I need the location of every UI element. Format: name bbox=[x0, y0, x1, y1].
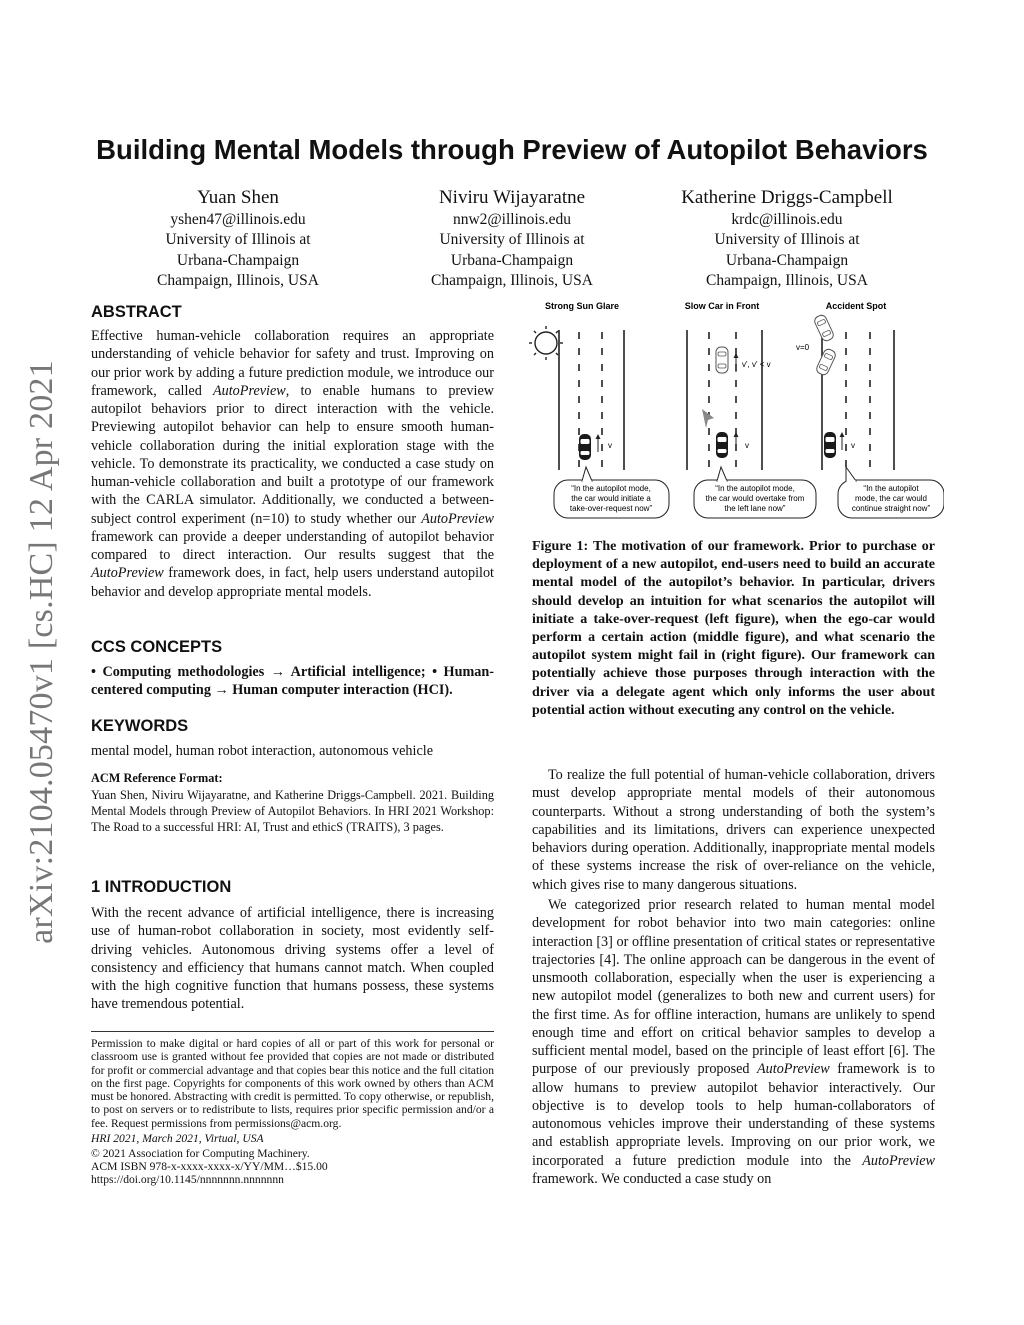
abstract-part: framework does, in fact, help users understand autopilot behavior and develop appropriate mental models. bbox=[91, 565, 494, 600]
right-paragraph-1: To realize the full potential of human-vehicle collaboration, drivers must develop appropriate mental models of their autonomous counterparts. Without a strong understanding of both the system’s capabilities and its limitations, drivers can experience unexpected behaviors during operation. Additionally, inappropriate mental models of these systems increase the risk of over-reliance on the vehicle, which gives rise to many dangerous situations. bbox=[532, 767, 935, 893]
author-email: nnw2@illinois.edu bbox=[452, 211, 572, 228]
keywords-heading: KEYWORDS bbox=[91, 717, 189, 735]
panel-title-accident: Accident Spot bbox=[825, 301, 887, 311]
author-block-1 bbox=[88, 186, 388, 291]
slow-car-icon bbox=[716, 347, 728, 373]
abstract-part: framework can provide a deeper understanding of autopilot behavior compared to direct interaction. Our results suggest that the bbox=[91, 528, 494, 563]
panel-title-slow-car: Slow Car in Front bbox=[684, 301, 760, 311]
doi-link[interactable]: https://doi.org/10.1145/nnnnnnn.nnnnnnn bbox=[91, 1173, 284, 1186]
intro-text: With the recent advance of artificial intelligence, there is increasing use of human-robot collaboration in society, most evidently self-driving vehicles. Autonomous driving systems offer a level of consistency and efficiency that humans cannot match. When coupled with the high cognitive function that humans possess, these systems have tremendous potential. bbox=[91, 905, 494, 1013]
bubble-line: “In the autopilot mode, bbox=[571, 484, 651, 493]
figure-caption: Figure 1: The motivation of our framework. Prior to purchase or deployment of a new autopilot, end-users need to build an accurate mental model of the autopilot’s behavior. In particular, drivers should develop an intuition for what scenarios the autopilot will initiate a take-over-request (left figure), when the ego-car would perform a certain action (middle figure), and what scenario the autopilot system might fail in (right figure). Our framework can potentially achieve those purposes through interaction with the driver via a delegate agent which only informs the user about potential action without executing any control on the vehicle. bbox=[532, 539, 935, 718]
velocity-label: v bbox=[745, 441, 749, 450]
author-affiliation: Urbana-Champaign bbox=[725, 251, 849, 269]
figure-1 bbox=[524, 292, 944, 524]
bubble-line: the car would initiate a bbox=[571, 494, 651, 503]
framework-name: AutoPreview bbox=[421, 510, 494, 527]
author-email: krdc@illinois.edu bbox=[731, 211, 843, 228]
abstract-heading: ABSTRACT bbox=[91, 303, 182, 321]
framework-name: AutoPreview bbox=[91, 565, 164, 582]
paper-title: Building Mental Models through Preview of Autopilot Behaviors bbox=[96, 134, 928, 165]
road-panel-1 bbox=[559, 330, 624, 470]
author-affiliation: University of Illinois at bbox=[165, 231, 311, 249]
author-name: Katherine Driggs-Campbell bbox=[681, 187, 893, 208]
arrow-head-icon bbox=[840, 432, 845, 437]
author-affiliation: Champaign, Illinois, USA bbox=[431, 271, 593, 289]
author-affiliation: Champaign, Illinois, USA bbox=[706, 271, 868, 289]
keywords-text: mental model, human robot interaction, autonomous vehicle bbox=[91, 743, 433, 759]
ccs-heading: CCS CONCEPTS bbox=[91, 638, 223, 656]
author-name: Yuan Shen bbox=[197, 187, 279, 208]
arrow-head-icon bbox=[734, 353, 739, 358]
abstract-text bbox=[91, 327, 494, 601]
stopped-velocity-label: v=0 bbox=[796, 343, 810, 352]
arxiv-id: arXiv:2104.05470v1 [cs.HC] 12 Apr 2021 bbox=[23, 360, 60, 944]
speech-bubble-1 bbox=[554, 467, 669, 518]
speech-bubble-2 bbox=[694, 467, 816, 518]
author-affiliation: Champaign, Illinois, USA bbox=[157, 271, 319, 289]
framework-name: AutoPreview bbox=[757, 1061, 830, 1078]
author-affiliation: Urbana-Champaign bbox=[176, 251, 300, 269]
paragraph-part: framework. We conducted a case study on bbox=[532, 1170, 772, 1187]
isbn-text: ACM ISBN 978-x-xxxx-xxxx-x/YY/MM…$15.00 bbox=[91, 1160, 328, 1173]
bubble-line: “In the autopilot bbox=[863, 484, 919, 493]
author-email: yshen47@illinois.edu bbox=[170, 211, 306, 228]
panel-title-sun-glare: Strong Sun Glare bbox=[544, 301, 620, 311]
paragraph-part: framework is to allow humans to preview autopilot behavior interactively. Our objective is to develop tools to help human-collaborators of autonomous vehicles improve their understanding of these systems and establish appropriate levels. Improving on our prior work, we incorporated a future prediction module into the bbox=[532, 1061, 935, 1169]
ego-car-icon bbox=[579, 434, 591, 460]
permission-text: Permission to make digital or hard copies of all or part of this work for personal or classroom use is granted without fee provided that copies are not made or distributed for profit or commercial advantage and that copies bear this notice and the full citation on the first page. Copyrights for components of this work owned by others than ACM must be honored. Abstracting with credit is permitted. To copy otherwise, or republish, to post on servers or to redistribute to lists, requires prior specific permission and/or a fee. Request permissions from permissions@acm.org. bbox=[91, 1037, 494, 1130]
ego-car-icon bbox=[716, 432, 728, 458]
author-block-3 bbox=[637, 186, 937, 291]
abstract-part: Effective human-vehicle collaboration requires an appropriate understanding of vehicle behavior for safety and trust. Improving on our prior work by adding a future prediction module, we introduce our framework, called bbox=[91, 328, 494, 399]
acm-ref-text: Yuan Shen, Niviru Wijayaratne, and Katherine Driggs-Campbell. 2021. Building Mental Models through Preview of Autopilot Behaviors. In HRI 2021 Workshop: The Road to a successful HRI: AI, Trust and ethicS (TRAITS), 3 pages. bbox=[91, 788, 494, 834]
bubble-line: mode, the car would bbox=[854, 494, 928, 503]
ego-car-icon bbox=[824, 432, 836, 458]
bubble-line: the car would overtake from bbox=[705, 494, 805, 503]
arxiv-stamp bbox=[2, 352, 82, 952]
framework-name: AutoPreview bbox=[862, 1152, 935, 1169]
right-paragraph-2 bbox=[532, 896, 935, 1188]
author-affiliation: University of Illinois at bbox=[439, 231, 585, 249]
framework-name: AutoPreview bbox=[212, 382, 286, 399]
arrow-head-icon bbox=[734, 432, 739, 437]
ccs-text: • Computing methodologies → Artificial intelligence; • Human-centered computing → Human computer interaction (HCI). bbox=[91, 664, 494, 699]
slow-velocity-label: v', v' < v bbox=[742, 360, 771, 369]
speech-bubble-3 bbox=[838, 467, 944, 518]
cursor-arrow-icon bbox=[702, 409, 714, 428]
footnote-divider bbox=[91, 1031, 494, 1032]
author-affiliation: University of Illinois at bbox=[714, 231, 860, 249]
bubble-line: the left lane now” bbox=[724, 504, 786, 513]
bubble-line: continue straight now” bbox=[851, 504, 931, 513]
sun-icon bbox=[529, 326, 563, 360]
venue-text: HRI 2021, March 2021, Virtual, USA bbox=[91, 1132, 264, 1145]
author-name: Niviru Wijayaratne bbox=[438, 187, 586, 208]
velocity-label: v bbox=[851, 441, 855, 450]
copyright-text: © 2021 Association for Computing Machinery. bbox=[91, 1147, 310, 1160]
acm-ref-heading: ACM Reference Format: bbox=[91, 771, 223, 785]
bubble-line: take-over-request now” bbox=[569, 504, 653, 513]
crashed-car-icon bbox=[815, 348, 837, 377]
velocity-label: v bbox=[608, 441, 612, 450]
abstract-part: , to enable humans to preview autopilot behaviors prior to direct interaction with the vehicle. Previewing autopilot behavior can help to ensure smooth human-vehicle collaboration during the initial exploration stage with the vehicle. To demonstrate its practicality, we conducted a case study on human-vehicle collaboration and built a prototype of our framework with the CARLA simulator. Additionally, we conducted a between-subject control experiment (n=10) to study whether our bbox=[91, 382, 495, 527]
author-block-2 bbox=[362, 186, 662, 291]
crashed-car-icon bbox=[813, 314, 835, 343]
paragraph-part: We categorized prior research related to human mental model development for robot behavior into two main categories: online interaction [3] or offline presentation of critical states or representative trajectories [4]. The online approach can be dangerous in the event of unsmooth collaboration, especially when the user is experiencing a new autopilot model (generalizes to both new and current users) for the first time. As for offline interaction, humans are unlikely to spend enough time and effort on critical behavior samples to develop a sufficient mental model, based on the principle of least effort [6]. The purpose of our previously proposed bbox=[532, 897, 935, 1078]
intro-heading: 1 INTRODUCTION bbox=[91, 878, 232, 896]
arrow-head-icon bbox=[596, 434, 601, 439]
bubble-line: “In the autopilot mode, bbox=[715, 484, 795, 493]
author-affiliation: Urbana-Champaign bbox=[450, 251, 574, 269]
